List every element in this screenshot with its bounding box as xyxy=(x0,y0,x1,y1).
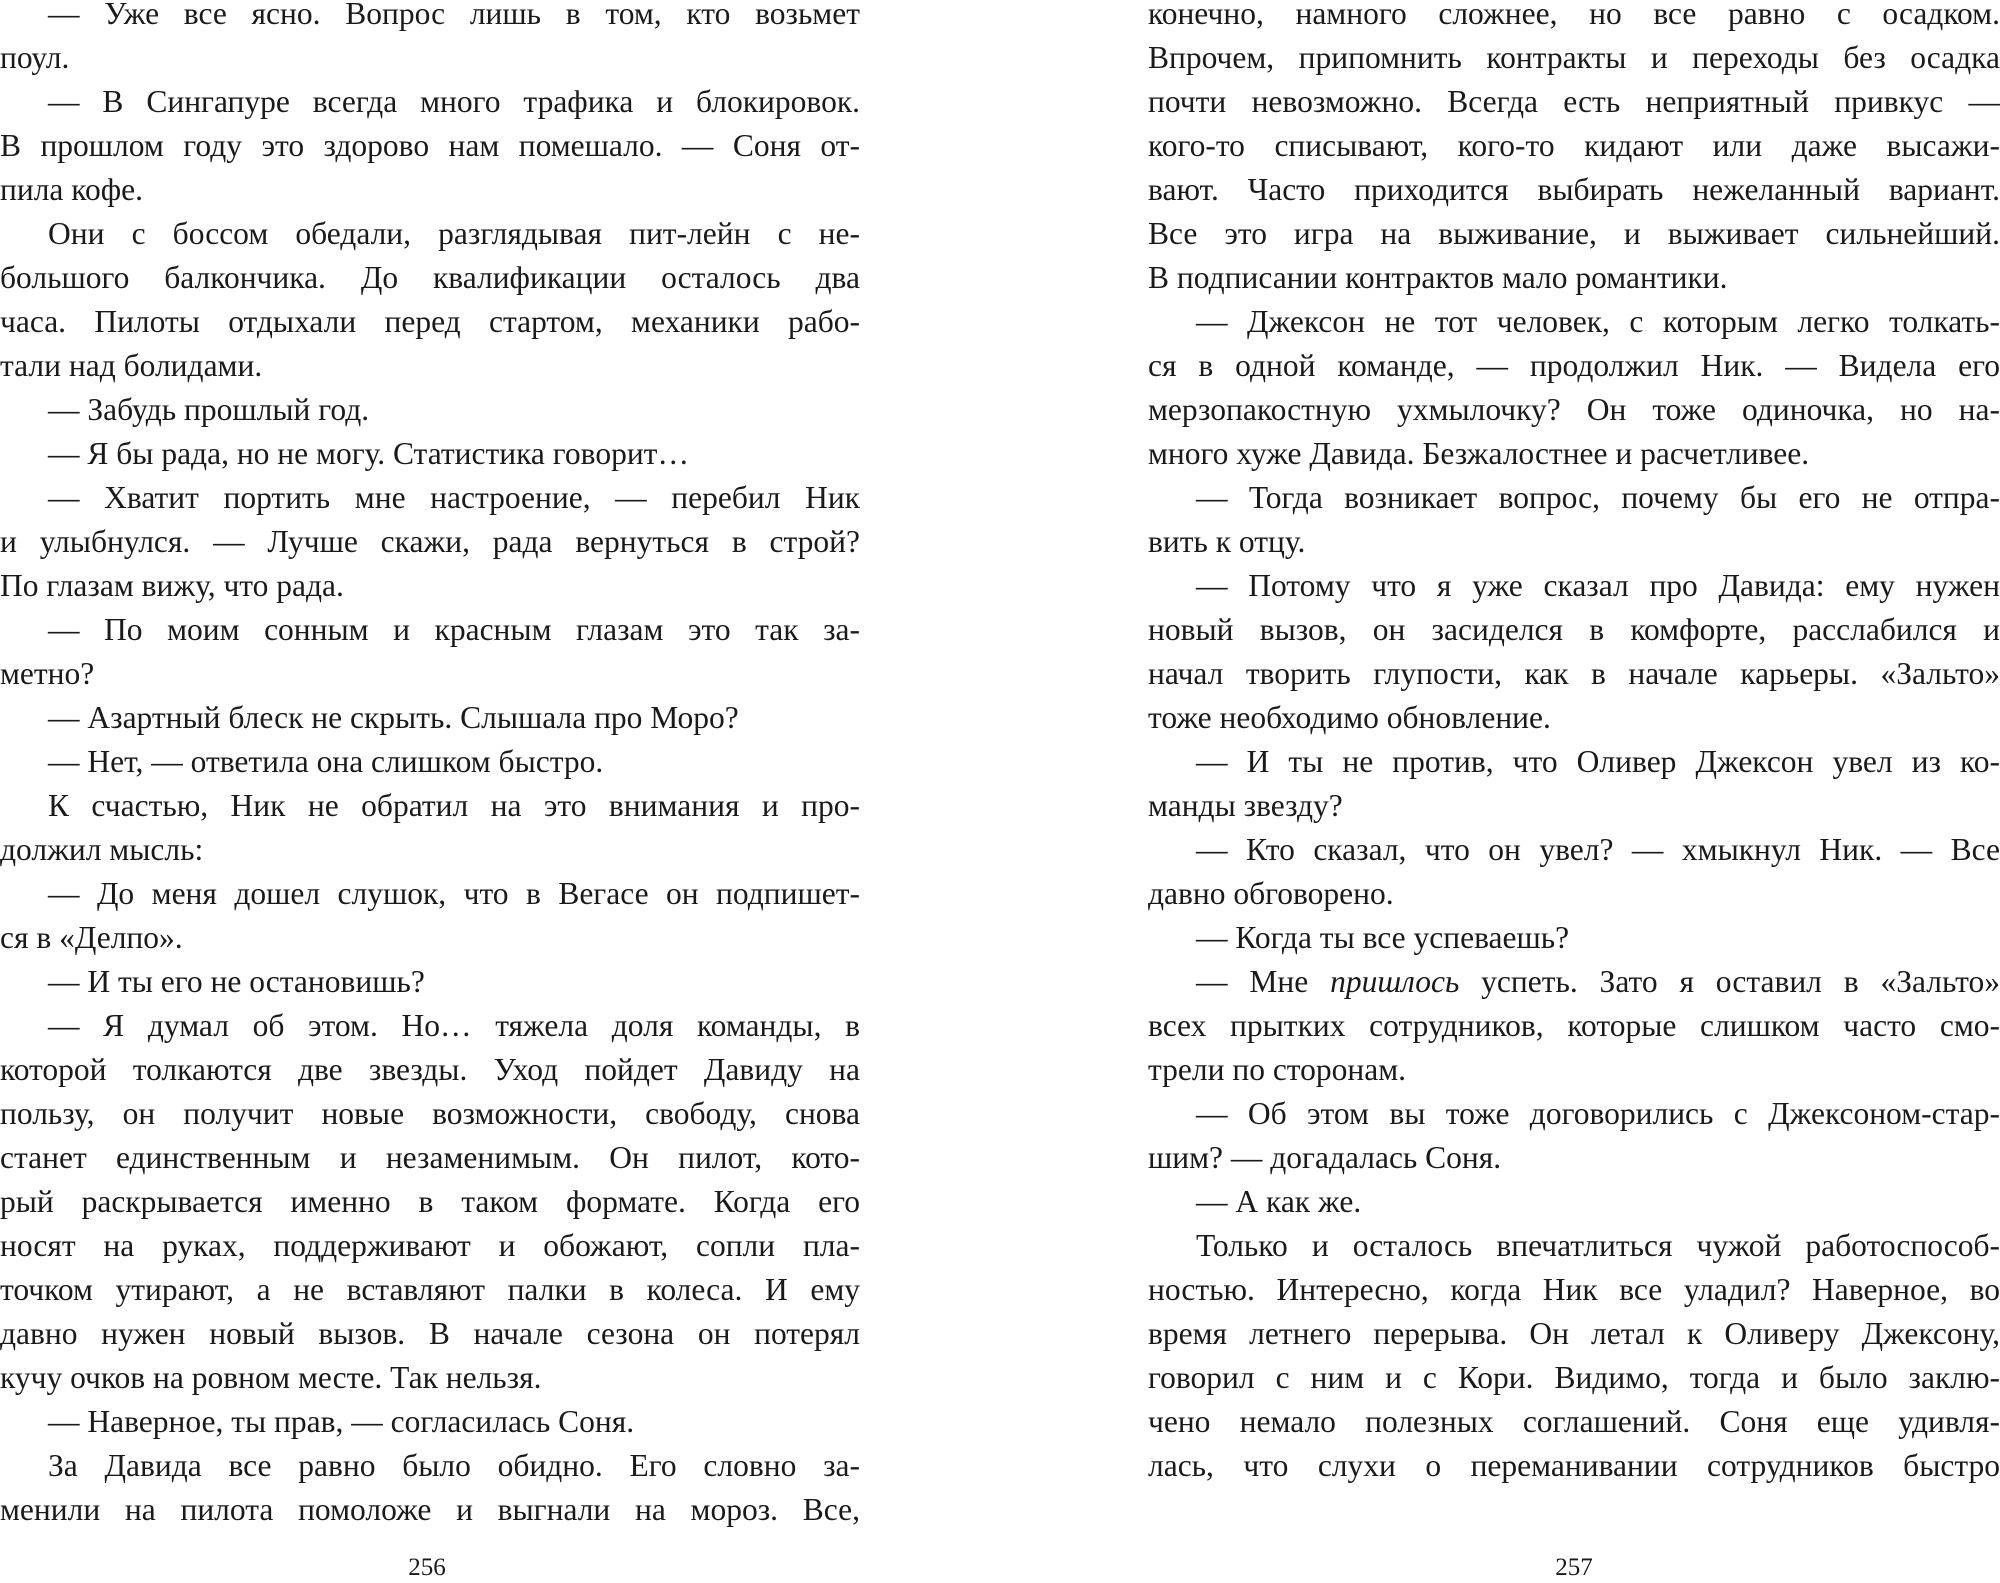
text-line: поул. xyxy=(0,40,70,75)
right-page-text xyxy=(1148,0,2000,1488)
text-line: говорил с ним и с Кори. Видимо, тогда и было заклю- xyxy=(1148,1360,2000,1395)
text-line: Только и осталось впечатлиться чужой работоспособ- xyxy=(1196,1228,2000,1263)
text-line: часа. Пилоты отдыхали перед стартом, механики рабо- xyxy=(0,304,860,339)
text-line: — И ты его не остановишь? xyxy=(48,964,425,999)
text-line: — В Сингапуре всегда много трафика и блокировок. xyxy=(48,84,860,119)
text-line: — Я думал об этом. Но… тяжела доля команды, в xyxy=(48,1008,860,1043)
text-line: мерзопакостную ухмылочку? Он тоже одиночка, но на- xyxy=(1148,392,2000,427)
text-line: которой толкаются две звезды. Уход пойдет Давиду на xyxy=(0,1052,860,1087)
text-line: — А как же. xyxy=(1196,1184,1362,1219)
text-line: Впрочем, припомнить контракты и переходы без осадка xyxy=(1148,40,2000,75)
text-line: менили на пилота помоложе и выгнали на мороз. Все, xyxy=(0,1492,860,1527)
left-page xyxy=(0,0,860,1581)
text-line: — Азартный блеск не скрыть. Слышала про Моро? xyxy=(48,700,739,735)
text-line: новый вызов, он засиделся в комфорте, расслабился и xyxy=(1148,612,2000,647)
text-line: почти невозможно. Всегда есть неприятный привкус — xyxy=(1148,84,2000,119)
text-line: пила кофе. xyxy=(0,172,144,207)
text-line: большого балкончика. До квалификации осталось два xyxy=(0,260,860,295)
text-line: — Кто сказал, что он увел? — хмыкнул Ник. — Все xyxy=(1196,832,2000,867)
text-line: ностью. Интересно, когда Ник все уладил? Наверное, во xyxy=(1148,1272,2000,1307)
page-number: 257 xyxy=(1555,1554,1593,1581)
line-lead: — Мне xyxy=(1196,964,1331,999)
text-line: — Забудь прошлый год. xyxy=(48,392,370,427)
text-line: Все это игра на выживание, и выживает сильнейший. xyxy=(1148,216,2000,251)
text-line: — Об этом вы тоже договорились с Джексоном-стар- xyxy=(1196,1096,2000,1131)
text-line: должил мысль: xyxy=(0,832,204,867)
text-line: трели по сторонам. xyxy=(1148,1052,1407,1087)
text-line: всех прытких сотрудников, которые слишком часто смо- xyxy=(1148,1008,2000,1043)
text-line: В прошлом году это здорово нам помешало. — Соня от- xyxy=(0,128,860,163)
text-line: Они с боссом обедали, разглядывая пит-лейн с не- xyxy=(48,216,860,251)
line-tail: успеть. Зато я оставил в «Зальто» xyxy=(1459,964,2000,999)
text-line: — Потому что я уже сказал про Давида: ему нужен xyxy=(1196,568,2000,603)
text-line: — Нет, — ответила она слишком быстро. xyxy=(48,744,604,779)
text-line: — Хватит портить мне настроение, — перебил Ник xyxy=(48,480,860,515)
text-line: По глазам вижу, что рада. xyxy=(0,568,344,603)
text-line: За Давида все равно было обидно. Его словно за- xyxy=(48,1448,860,1483)
text-line: и улыбнулся. — Лучше скажи, рада вернуться в строй? xyxy=(0,524,860,559)
text-line: К счастью, Ник не обратил на это внимания и про- xyxy=(48,788,860,823)
text-line: рый раскрывается именно в таком формате. Когда его xyxy=(0,1184,860,1219)
text-line: В подписании контрактов мало романтики. xyxy=(1148,260,1728,295)
text-line: кого-то списывают, кого-то кидают или даже высажи- xyxy=(1148,128,2000,163)
text-line: время летнего перерыва. Он летал к Оливеру Джексону, xyxy=(1148,1316,2000,1351)
text-line: лась, что слухи о переманивании сотрудников быстро xyxy=(1148,1448,2000,1483)
text-line: — Джексон не тот человек, с которым легко толкать- xyxy=(1196,304,2000,339)
text-line: ся в одной команде, — продолжил Ник. — Видела его xyxy=(1148,348,2000,383)
text-line: начал творить глупости, как в начале карьеры. «Зальто» xyxy=(1148,656,2000,691)
text-line: — По моим сонным и красным глазам это так за- xyxy=(48,612,860,647)
italic-word: пришлось xyxy=(1330,964,1460,999)
text-line: — И ты не против, что Оливер Джексон увел из ко- xyxy=(1196,744,2000,779)
text-line: вить к отцу. xyxy=(1148,524,1306,559)
text-line-with-italic xyxy=(1148,960,2000,1004)
text-line: — Наверное, ты прав, — согласилась Соня. xyxy=(48,1404,635,1439)
text-line: метно? xyxy=(0,656,95,691)
text-line: манды звезду? xyxy=(1148,788,1343,823)
text-line: точком утирают, а не вставляют палки в колеса. И ему xyxy=(0,1272,860,1307)
text-line: чено немало полезных соглашений. Соня еще удивля- xyxy=(1148,1404,2000,1439)
page-number: 256 xyxy=(408,1554,446,1581)
text-line: давно нужен новый вызов. В начале сезона он потерял xyxy=(0,1316,860,1351)
text-line: пользу, он получит новые возможности, свободу, снова xyxy=(0,1096,860,1131)
text-line: носят на руках, поддерживают и обожают, сопли пла- xyxy=(0,1228,860,1263)
text-line: — До меня дошел слушок, что в Вегасе он подпишет- xyxy=(48,876,860,911)
text-line: давно обговорено. xyxy=(1148,876,1394,911)
text-line: — Я бы рада, но не могу. Статистика говорит… xyxy=(48,436,689,471)
text-line: станет единственным и незаменимым. Он пилот, кото- xyxy=(0,1140,860,1175)
text-line: ся в «Делпо». xyxy=(0,920,183,955)
text-line: тали над болидами. xyxy=(0,348,263,383)
right-page xyxy=(1148,0,2000,1581)
text-line: — Тогда возникает вопрос, почему бы его не отпра- xyxy=(1196,480,2000,515)
left-page-text xyxy=(0,0,860,1532)
text-line: конечно, намного сложнее, но все равно с осадком. xyxy=(1148,0,2000,31)
text-line: вают. Часто приходится выбирать нежеланный вариант. xyxy=(1148,172,2000,207)
text-line: много хуже Давида. Безжалостнее и расчетливее. xyxy=(1148,436,1810,471)
text-line: — Уже все ясно. Вопрос лишь в том, кто возьмет xyxy=(48,0,860,31)
text-line: тоже необходимо обновление. xyxy=(1148,700,1551,735)
text-line: шим? — догадалась Соня. xyxy=(1148,1140,1502,1175)
text-line: кучу очков на ровном месте. Так нельзя. xyxy=(0,1360,542,1395)
text-line: — Когда ты все успеваешь? xyxy=(1196,920,1570,955)
